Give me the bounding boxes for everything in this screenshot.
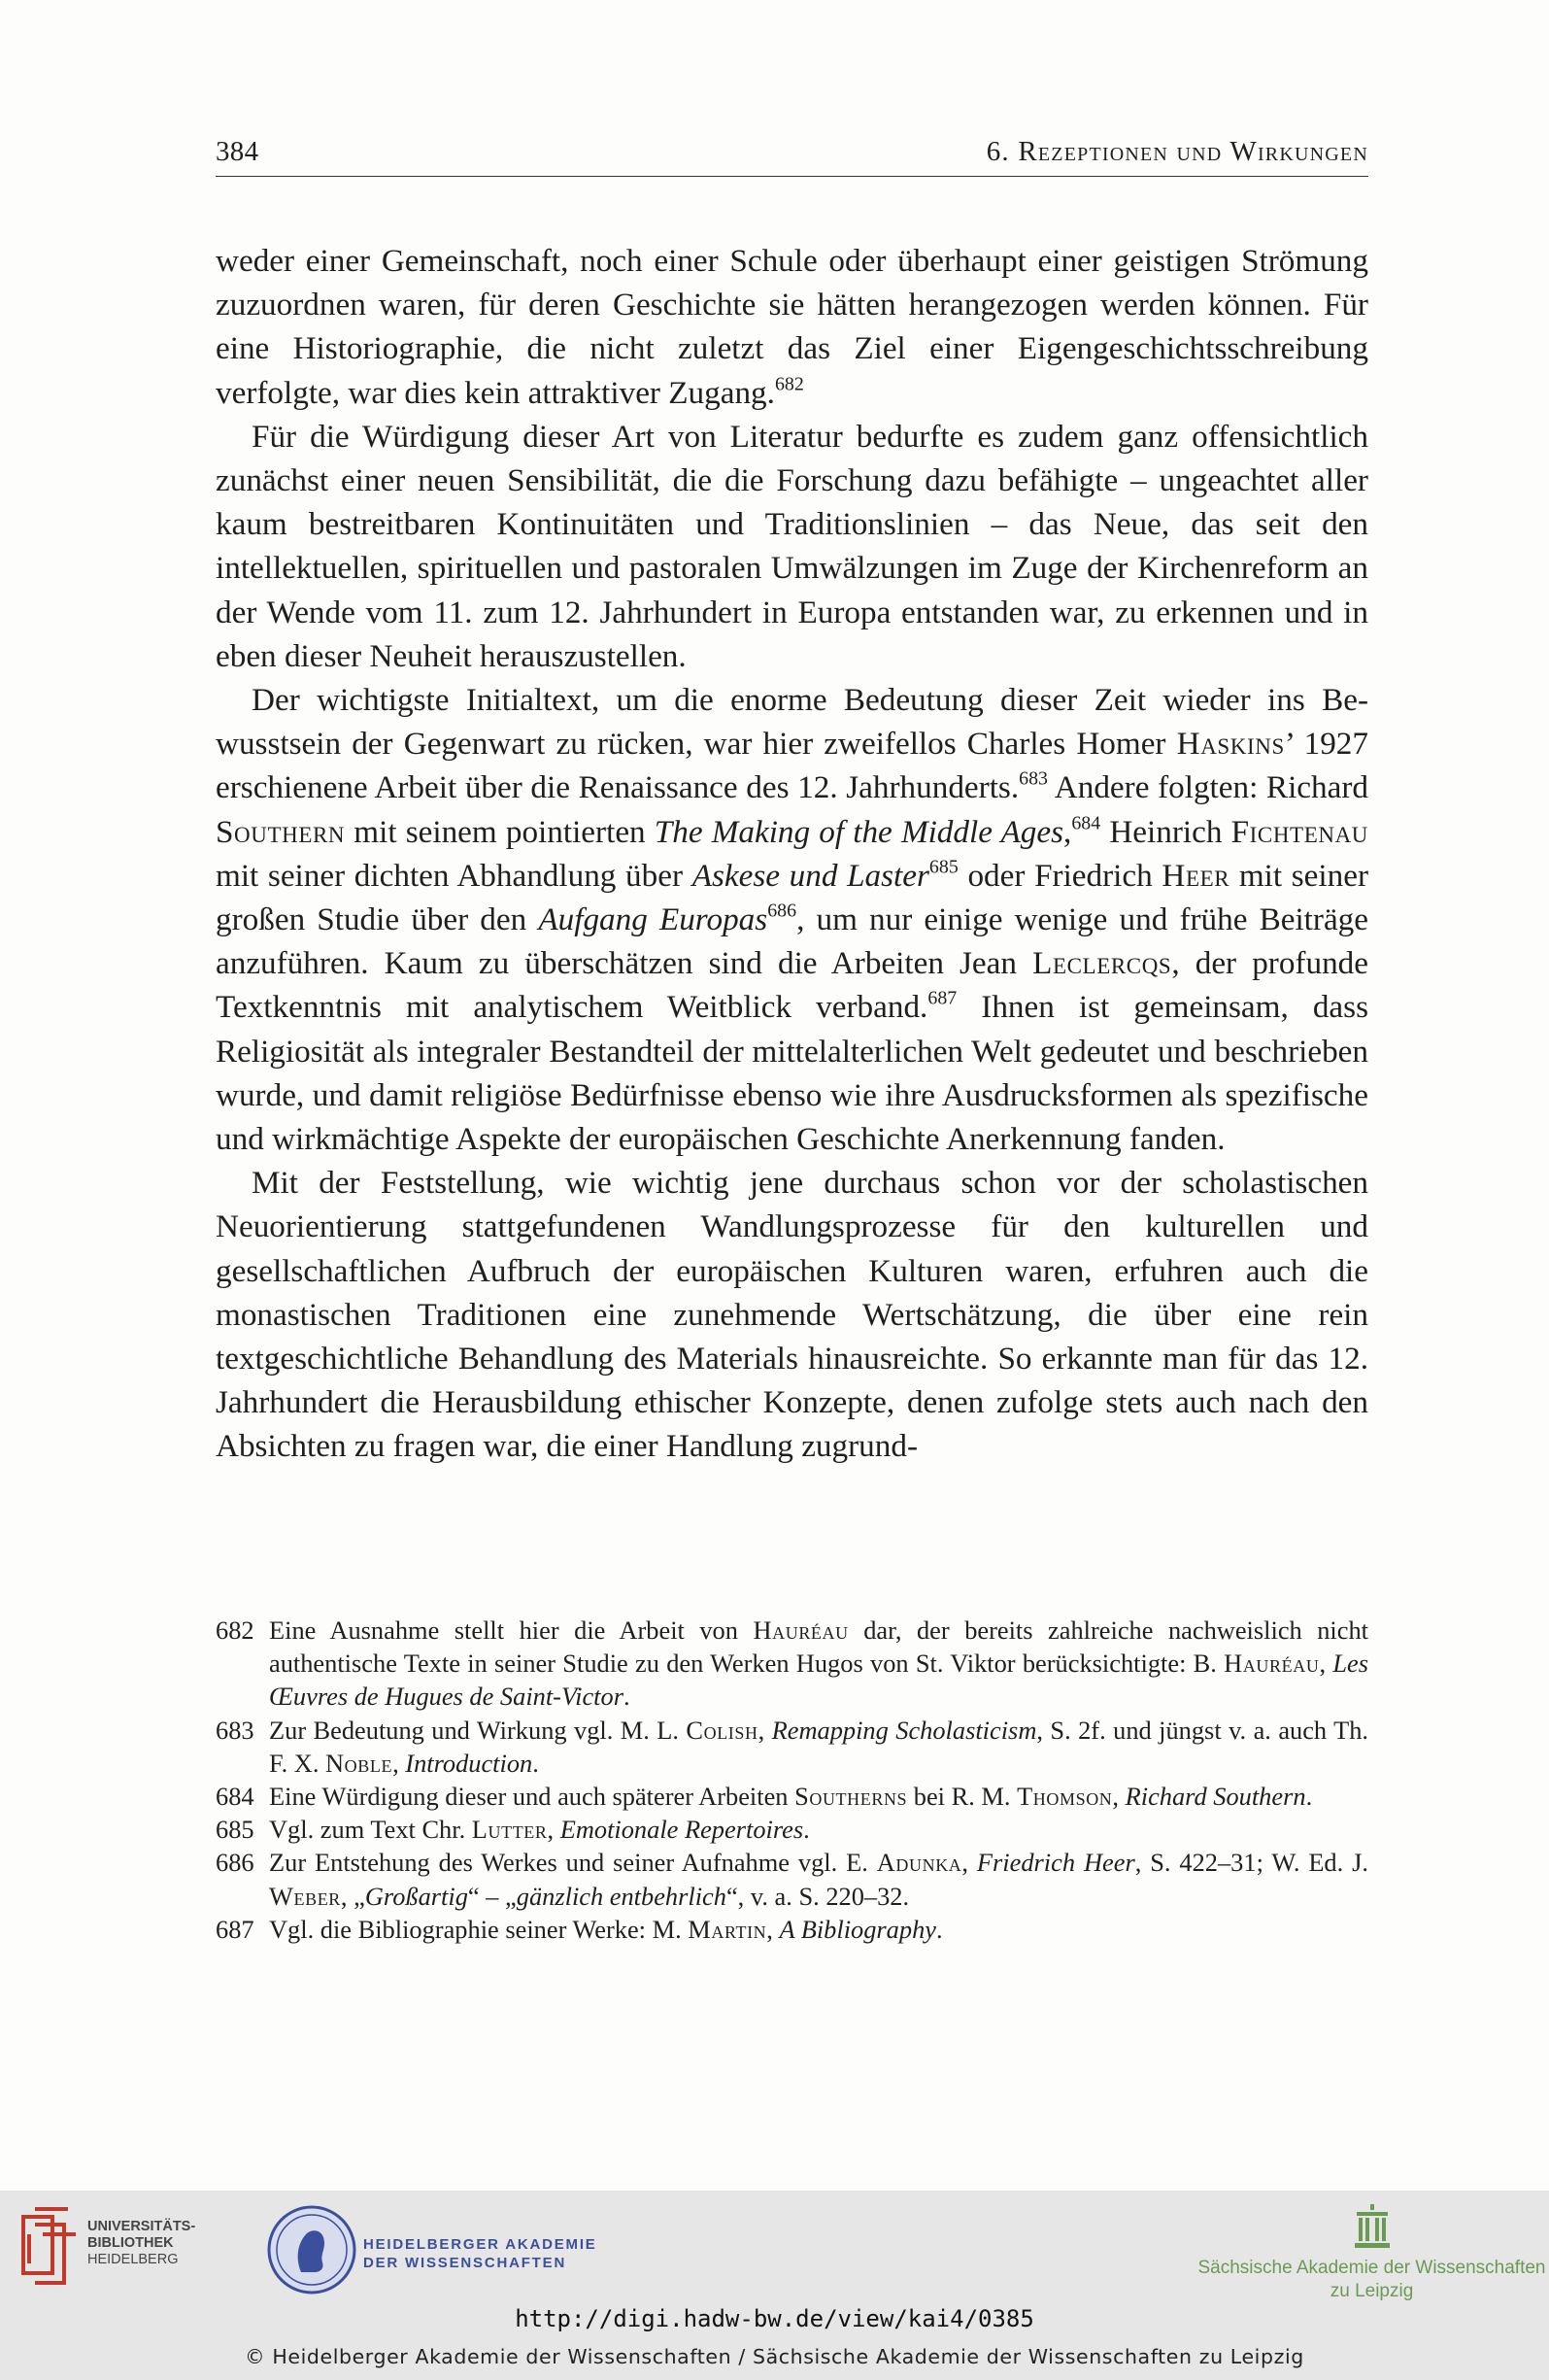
text-run: Eine Würdigung dieser und auch späterer Arbeiten: [269, 1782, 795, 1812]
author-name: Martin: [688, 1914, 767, 1944]
academy-seal-icon: [266, 2204, 357, 2295]
text-run: , S. 2f. und jüngst v. a. auch Th. F. X.: [269, 1715, 1368, 1778]
text-run: Ihnen ist gemeinsam, dass Religiosität als integraler Bestandteil der mittelalterlichen Welt gedeutet und beschrieben wurde, und damit religiöse Bedürfnisse ebenso wie ihre Ausdrucksformen als spezifische und wirkmächtige Aspekte der europäischen Geschichte Anerkennung fanden.: [216, 989, 1368, 1158]
saw-line: zu Leipzig: [1330, 2281, 1414, 2301]
text-run: , der profunde Textkenntnis mit analytischem Weitblick verband.: [216, 945, 1368, 1026]
text-run: oder Friedrich: [958, 857, 1162, 894]
text-run: Eine Ausnahme stellt hier die Arbeit von: [269, 1615, 754, 1645]
text-run: .: [623, 1682, 630, 1712]
hadw-line: HEIDELBERGER AKADEMIE: [363, 2236, 597, 2253]
running-header: [216, 129, 1368, 168]
text-run: mit seiner großen Studie über den: [216, 857, 1368, 938]
text-run: ,: [961, 1848, 977, 1878]
text-run: ,: [547, 1815, 560, 1845]
footnote-ref-684[interactable]: 684: [1071, 812, 1101, 834]
author-name: Fichtenau: [1230, 813, 1368, 850]
header-rule: [216, 176, 1368, 177]
text-run: , um nur einige wenige und frühe Beiträge anzuführen. Kaum zu überschätzen sind die Arbeiten Jean: [216, 901, 1368, 982]
footnote-number: 687: [216, 1914, 254, 1944]
saw-line: Sächsische Akademie der Wissenschaften: [1197, 2258, 1546, 2278]
book-title: Askese und Laster: [691, 857, 929, 894]
book-title: gänzlich entbehrlich: [516, 1881, 726, 1911]
footnote-text: [269, 1714, 1368, 1780]
ub-line: HEIDELBERG: [87, 2252, 179, 2267]
text-run: ,: [1319, 1649, 1333, 1679]
ub-heidelberg-label: [87, 2219, 195, 2268]
footnote-text: [269, 1780, 1368, 1813]
footnote-684: [216, 1780, 1368, 1813]
book-title: Introduction: [405, 1748, 533, 1778]
footnote-text: [269, 1913, 1368, 1946]
footnote-ref-686[interactable]: 686: [767, 900, 797, 922]
text-run: Vgl. die Bibliographie seiner Werke: M.: [269, 1914, 689, 1944]
saw-leipzig-logo[interactable]: [1195, 2204, 1549, 2311]
chapter-title: 6. Rezeptionen und Wirkungen: [986, 136, 1368, 167]
footnote-685: [216, 1813, 1368, 1846]
footnote-text: [269, 1813, 1368, 1846]
book-title: Richard Southern: [1125, 1782, 1306, 1812]
author-name: Hauréau: [753, 1615, 849, 1645]
footnote-text: [269, 1846, 1368, 1912]
text-run: dar, der bereits zahlreiche nachweislich nicht authentische Texte in seiner Studie zu den Werken Hugos von St. Viktor berücksichtigte: B.: [269, 1615, 1369, 1679]
footnote-number: 683: [216, 1715, 254, 1745]
text-run: Der wichtigste Initialtext, um die enorme Bedeutung dieser Zeit wieder ins Bewusstsein der Gegenwart zu rücken, war hier zweifellos Charles Homer: [216, 682, 1368, 763]
book-title: Aufgang Europas: [538, 901, 768, 938]
text-run: ,: [758, 1715, 772, 1745]
ub-line: UNIVERSITÄTS-: [87, 2219, 196, 2234]
text-run: Vgl. zum Text Chr.: [269, 1815, 472, 1845]
hadw-line: DER WISSENSCHAFTEN: [363, 2255, 567, 2271]
text-run: .: [1305, 1782, 1313, 1812]
author-name: Heer: [1162, 857, 1230, 894]
footnote-682: [216, 1614, 1368, 1714]
text-run: Heinrich: [1100, 813, 1231, 850]
book-title: Emotionale Repertoires: [559, 1815, 804, 1845]
text-run: Zur Bedeutung und Wirkung vgl. M. L.: [269, 1715, 687, 1745]
text-run: “ – „: [467, 1881, 517, 1911]
footnote-686: [216, 1846, 1368, 1912]
text-run: ,: [766, 1914, 780, 1944]
footnote-683: [216, 1714, 1368, 1780]
footnote-687: [216, 1913, 1368, 1946]
text-run: .: [935, 1914, 943, 1944]
hadw-logo[interactable]: [266, 2204, 616, 2297]
text-run: , „: [340, 1881, 365, 1911]
text-run: mit seiner dichten Abhandlung über: [216, 857, 692, 894]
book-title: The Making of the Middle Ages: [654, 813, 1064, 850]
hadw-label: [363, 2235, 597, 2272]
ub-heidelberg-logo[interactable]: [16, 2205, 210, 2293]
digitization-footer: [0, 2191, 1549, 2380]
author-name: Hauréau: [1224, 1649, 1320, 1679]
paragraph-3: [216, 678, 1368, 1161]
author-name: Noble: [325, 1748, 393, 1778]
footnotes: [216, 1614, 1368, 1946]
text-run: ,: [1112, 1782, 1126, 1812]
author-name: Southerns: [794, 1782, 908, 1812]
book-title: Großartig: [364, 1881, 468, 1911]
saw-building-icon: [1353, 2204, 1392, 2249]
text-run: bei R. M.: [907, 1782, 1018, 1812]
book-title: Les Œuvres de Hugues de Saint-Victor: [269, 1649, 1368, 1712]
footnote-number: 685: [216, 1815, 254, 1845]
footnote-ref-683[interactable]: 683: [1019, 767, 1048, 790]
text-run: , S. 422–31; W. Ed. J.: [1134, 1848, 1368, 1878]
author-name: Colish: [686, 1715, 758, 1745]
author-name: Weber: [269, 1881, 341, 1911]
footnote-number: 682: [216, 1615, 254, 1645]
author-name: Southern: [216, 813, 346, 850]
author-name: Lutter: [471, 1815, 548, 1845]
text-run: weder einer Gemeinschaft, noch einer Schule oder überhaupt einer geistigen Strömung zuzuordnen waren, für deren Geschichte sie hätten herangezogen werden können. Für eine Historiographie, die nicht zuletzt das Ziel einer Eigengeschichtsschreibung verfolgte, war dies kein attraktiver Zugang.: [216, 243, 1368, 411]
paragraph-2: Für die Würdigung dieser Art von Literatur bedurfte es zudem ganz offensichtlich zunächst einer neuen Sensibilität, die die Forschung dazu befähigte – ungeachtet aller kaum bestreitbaren Kontinuitäten und Traditionslinien – das Neue, das seit den intellektuellen, spirituellen und pastoralen Umwälzungen im Zuge der Kirchenreform an der Wende vom 11. zum 12. Jahrhundert in Europa entstanden war, zu erkennen und in eben dieser Neuheit herauszustellen.: [216, 418, 1368, 674]
author-name: Leclercqs: [1032, 945, 1172, 982]
footnote-ref-687[interactable]: 687: [927, 987, 958, 1009]
footnote-text: [269, 1614, 1368, 1714]
page-number: 384: [216, 136, 259, 167]
author-name: Haskins: [1176, 726, 1285, 763]
footnote-number: 684: [216, 1782, 254, 1812]
footnote-ref-682[interactable]: 682: [774, 373, 804, 395]
copyright-notice: © Heidelberger Akademie der Wissenschaften / Sächsische Akademie der Wissenschaften zu Leipzig: [245, 2345, 1304, 2368]
text-run: ,: [1063, 813, 1072, 850]
book-title: Remapping Scholasticism: [771, 1715, 1037, 1745]
paragraph-4: Mit der Feststellung, wie wichtig jene durchaus schon vor der scholastischen Neuorientierung stattgefundenen Wandlungsprozesse für den kulturellen und gesellschaftlichen Aufbruch der europäischen Kulturen waren, erfuhren auch die monastischen Traditionen eine zunehmende Wertschätzung, die über eine rein textgeschichtliche Behandlung des Materials hinausreichte. So erkannte man für das 12. Jahrhundert die Herausbildung ethischer Konzepte, denen zufolge stets auch nach den Absichten zu fragen war, die einer Handlung zugrund-: [216, 1165, 1368, 1465]
author-name: Adunka: [876, 1848, 962, 1878]
text-run: ,: [392, 1748, 406, 1778]
saw-label: [1195, 2257, 1549, 2303]
paragraph-1: [216, 239, 1368, 415]
main-text: [216, 239, 1368, 1469]
text-run: Zur Entstehung des Werkes und seiner Aufnahme vgl. E.: [269, 1848, 877, 1878]
author-name: Thomson: [1017, 1782, 1113, 1812]
text-run: ’ 1927 erschienene Arbeit über die Renaissance des 12. Jahrhunderts.: [216, 726, 1368, 806]
footnote-ref-685[interactable]: 685: [928, 856, 959, 878]
text-run: mit seinem pointierten: [345, 813, 655, 850]
text-run: .: [803, 1815, 810, 1845]
book-title: A Bibliography: [779, 1914, 936, 1944]
ub-heidelberg-icon: [16, 2205, 84, 2293]
permalink-url[interactable]: http://digi.hadw-bw.de/view/kai4/0385: [515, 2305, 1034, 2332]
book-title: Friedrich Heer: [976, 1848, 1135, 1878]
footnote-number: 686: [216, 1848, 254, 1878]
text-run: Andere folgten: Richard: [1047, 769, 1368, 806]
text-run: “, v. a. S. 220–32.: [725, 1881, 910, 1911]
text-run: .: [532, 1748, 539, 1778]
ub-line: BIBLIOTHEK: [87, 2235, 174, 2251]
